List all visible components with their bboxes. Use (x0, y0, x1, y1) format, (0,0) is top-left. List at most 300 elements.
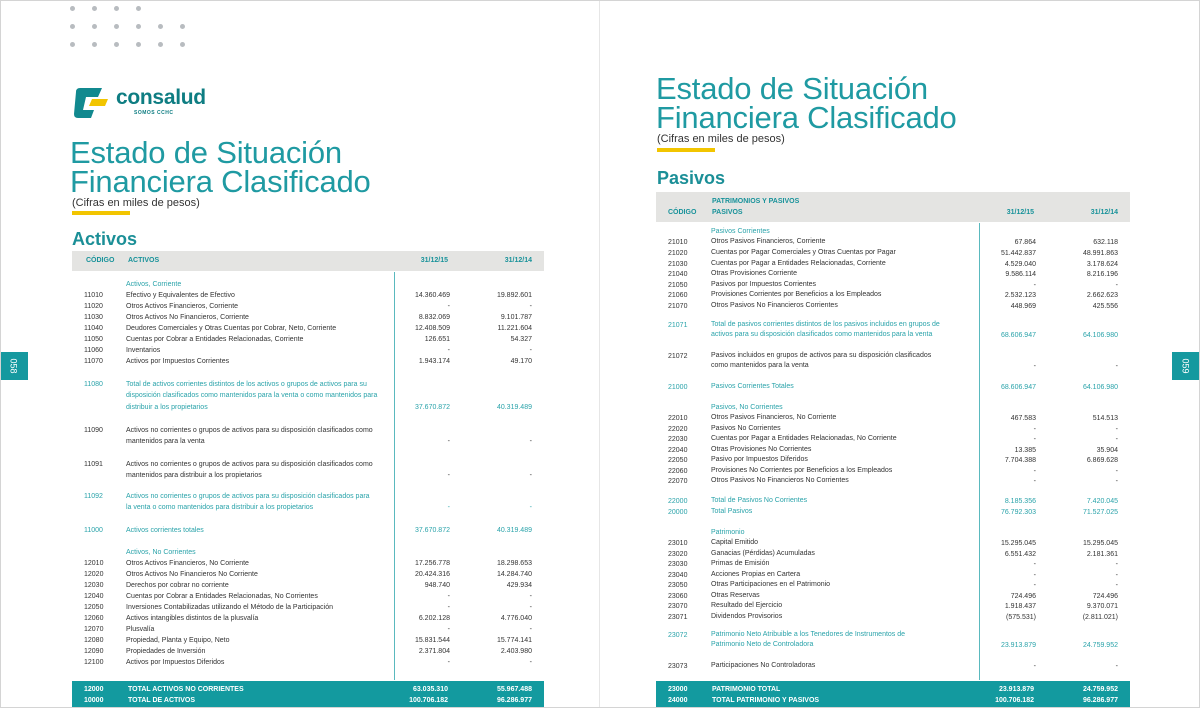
row-code: 22050 (668, 457, 688, 464)
row-value-2015: 6.551.432 (1004, 551, 1036, 558)
row-description: Capital Emitido (711, 539, 759, 546)
table-row (668, 455, 1130, 465)
row-description: Ganacias (Pérdidas) Acumuladas (711, 550, 815, 557)
row-description: Cuentas por Pagar Comerciales y Otras Cuentas por Pagar (711, 249, 896, 256)
row-code: 11050 (84, 336, 103, 343)
table-row (84, 379, 544, 413)
row-code: 11020 (84, 303, 103, 310)
row-value-2014: 35.904 (1096, 447, 1118, 454)
row-description: Otros Activos Financieros, No Corriente (126, 560, 249, 567)
row-code: 23010 (668, 540, 688, 547)
row-value-2015: - (1033, 282, 1036, 289)
title-line-1: Estado de Situación (656, 71, 928, 106)
table-row (668, 630, 1130, 651)
row-description: mantenidos para la venta (126, 438, 205, 446)
row-value-2014: - (529, 438, 532, 446)
row-code: 22010 (668, 415, 688, 422)
row-code: 23071 (668, 614, 688, 621)
row-value-2014: 24.759.952 (1082, 642, 1118, 650)
row-code: 11080 (84, 381, 103, 388)
row-code: 21040 (668, 271, 688, 278)
row-code: 22070 (668, 478, 688, 485)
row-value-2014: - (1115, 426, 1118, 433)
row-value-2015: 15.295.045 (1000, 540, 1036, 547)
table-row (84, 334, 544, 345)
row-code: 21050 (668, 282, 688, 289)
table-row (668, 434, 1130, 444)
table-row (84, 301, 544, 312)
row-description: Activos, Corriente (126, 281, 182, 288)
row-value-2015: 67.864 (1014, 239, 1036, 246)
accent-bar-right (657, 148, 715, 152)
row-value-2015: 14.360.469 (414, 292, 450, 299)
row-code: 23070 (668, 603, 688, 610)
row-description: Resultado del Ejercicio (711, 602, 783, 609)
row-value-2014: 429.934 (506, 582, 532, 589)
pasivos-table-footer (656, 681, 1130, 708)
row-value-2015: 7.704.388 (1004, 457, 1036, 464)
row-value-2015: 6.202.128 (418, 615, 450, 622)
row-description: como mantenidos para la venta (711, 362, 809, 370)
row-value-2014: - (1115, 282, 1118, 289)
decorative-dot (92, 24, 97, 29)
row-code: 22060 (668, 468, 688, 475)
header-pasivos: PASIVOS (712, 209, 743, 216)
row-code: 11030 (84, 314, 103, 321)
row-description: distribuir a los propietarios (126, 403, 208, 411)
decorative-dot (114, 6, 119, 11)
row-value-2015: 37.670.872 (414, 527, 450, 534)
footer-label: PATRIMONIO TOTAL (712, 686, 781, 693)
footer-value-2014: 96.286.977 (1082, 697, 1118, 704)
decorative-dot (180, 42, 185, 47)
row-value-2014: 71.527.025 (1082, 509, 1118, 516)
row-description: Total de pasivos corrientes distintos de los pasivos incluidos en grupos de (711, 321, 940, 328)
row-value-2014: (2.811.021) (1082, 614, 1118, 621)
header-patrimonios-pasivos: PATRIMONIOS Y PASIVOS (712, 198, 800, 205)
logo-tagline: SOMOS CCHC (134, 110, 174, 116)
row-code: 22000 (668, 498, 688, 505)
table-row (84, 459, 544, 482)
row-value-2015: 8.832.069 (418, 314, 450, 321)
row-value-2014: 9.370.071 (1086, 603, 1118, 610)
row-description: Otros Activos Financieros, Corriente (126, 303, 239, 310)
row-code: 11040 (84, 325, 103, 332)
row-description: Inventarios (126, 347, 161, 354)
row-code: 12020 (84, 571, 104, 578)
row-code: 23020 (668, 551, 688, 558)
row-description: mantenidos para distribuir a los propietarios (126, 472, 262, 480)
row-value-2015: 20.424.316 (414, 571, 450, 578)
row-value-2015: 12.408.509 (414, 325, 450, 332)
row-description: Pasivos incluidos en grupos de activos para su disposición clasificados (711, 352, 932, 359)
row-value-2015: 76.792.303 (1000, 509, 1036, 516)
row-description: Total de Pasivos No Corrientes (711, 497, 808, 504)
row-value-2014: 514.513 (1092, 415, 1118, 422)
row-description: Participaciones No Controladoras (711, 662, 816, 669)
logo-wordmark: consalud (116, 86, 206, 109)
row-code: 23073 (668, 663, 688, 670)
row-value-2014: - (1115, 468, 1118, 475)
table-row (668, 290, 1130, 300)
row-description: Provisiones Corrientes por Beneficios a los Empleados (711, 291, 882, 298)
row-description: Activos no corrientes o grupos de activos para su disposición clasificados para (126, 493, 370, 500)
table-row (84, 525, 544, 536)
row-code: 21010 (668, 239, 688, 246)
decorative-dot (114, 24, 119, 29)
row-code: 21072 (668, 353, 688, 360)
row-code: 21000 (668, 384, 688, 391)
row-value-2014: 6.869.628 (1086, 457, 1118, 464)
decorative-dot (158, 42, 163, 47)
table-row (668, 601, 1130, 611)
footer-value-2015: 100.706.182 (409, 697, 448, 704)
row-value-2015: 15.831.544 (414, 637, 450, 644)
row-value-2015: - (447, 347, 450, 354)
row-description: Dividendos Provisorios (711, 613, 783, 620)
row-description: Cuentas por Cobrar a Entidades Relacionadas, No Corrientes (126, 593, 318, 600)
row-code: 11060 (84, 347, 103, 354)
row-value-2015: - (1033, 663, 1036, 670)
row-value-2014: 2.662.623 (1086, 292, 1118, 299)
row-value-2015: 17.256.778 (414, 560, 450, 567)
row-value-2014: 11.221.604 (497, 325, 532, 332)
footer-value-2015: 63.035.310 (412, 686, 448, 693)
table-row (668, 403, 1130, 413)
row-value-2015: 1.943.174 (418, 358, 450, 365)
row-value-2014: 8.216.196 (1086, 271, 1118, 278)
header-code: CÓDIGO (668, 209, 697, 216)
footer-code: 12000 (84, 686, 104, 693)
row-description: Otros Pasivos No Financieros No Corrientes (711, 477, 849, 484)
table-row (668, 413, 1130, 423)
row-value-2015: - (447, 472, 450, 480)
decorative-dot (136, 24, 141, 29)
decorative-dot (114, 42, 119, 47)
row-value-2015: 13.385 (1014, 447, 1036, 454)
row-value-2015: 68.606.947 (1000, 384, 1036, 391)
row-description: Patrimonio Neto de Controladora (711, 641, 814, 649)
decorative-dot (70, 6, 75, 11)
row-description: Primas de Emisión (711, 560, 770, 567)
row-value-2014: - (529, 604, 532, 611)
row-description: Provisiones No Corrientes por Beneficios a los Empleados (711, 467, 893, 474)
footer-row-total-patrimonio-pasivos (656, 695, 1130, 706)
footer-value-2014: 96.286.977 (496, 697, 532, 704)
row-description: Otras Provisiones Corriente (711, 270, 797, 277)
row-value-2014: 18.298.653 (496, 560, 532, 567)
table-row (668, 538, 1130, 548)
row-value-2014: - (1115, 572, 1118, 579)
subtitle-right: (Cifras en miles de pesos) (657, 133, 785, 145)
row-description: Derechos por cobrar no corriente (126, 582, 229, 589)
table-row (668, 259, 1130, 269)
page-title (70, 135, 371, 199)
table-row (668, 382, 1130, 392)
decorative-dots (70, 0, 200, 50)
table-row (84, 646, 544, 657)
row-value-2014: - (1115, 478, 1118, 485)
row-value-2015: - (1033, 582, 1036, 589)
table-row (84, 312, 544, 323)
row-code: 23050 (668, 582, 688, 589)
row-value-2015: 448.969 (1010, 303, 1036, 310)
row-value-2014: 15.295.045 (1082, 540, 1118, 547)
decorative-dot (136, 6, 141, 11)
row-description: Cuentas por Pagar a Entidades Relacionadas, No Corriente (711, 435, 897, 442)
page-number-tab-right (1172, 352, 1200, 380)
footer-label: TOTAL DE ACTIVOS (128, 697, 196, 704)
row-description: Propiedades de Inversión (126, 648, 206, 655)
header-2015: 31/12/15 (420, 257, 448, 264)
row-value-2015: - (447, 303, 450, 310)
row-code: 12060 (84, 615, 104, 622)
row-code: 11070 (84, 358, 103, 365)
footer-label: TOTAL PATRIMONIO Y PASIVOS (712, 697, 820, 704)
row-code: 22040 (668, 447, 688, 454)
row-value-2015: 2.371.804 (418, 648, 450, 655)
row-value-2015: 724.496 (1010, 593, 1036, 600)
row-value-2014: - (1115, 663, 1118, 670)
decorative-dot (136, 42, 141, 47)
row-description: Pasivos, No Corrientes (711, 404, 783, 411)
page-number: 059 (1181, 358, 1191, 374)
footer-row-patrimonio-total (656, 684, 1130, 695)
row-code: 21030 (668, 261, 688, 268)
row-code: 12040 (84, 593, 104, 600)
row-value-2015: 467.583 (1010, 415, 1036, 422)
footer-code: 10000 (84, 697, 104, 704)
row-description: Otros Pasivos Financieros, Corriente (711, 238, 826, 245)
row-description: Efectivo y Equivalentes de Efectivo (126, 292, 235, 299)
row-value-2014: 7.420.045 (1086, 498, 1118, 505)
row-description: Pasivos No Corrientes (711, 425, 781, 432)
table-row (84, 279, 544, 290)
row-code: 12080 (84, 637, 104, 644)
row-description: Total de activos corrientes distintos de los activos o grupos de activos para su (126, 381, 367, 388)
row-description: Otros Pasivos Financieros, No Corriente (711, 414, 837, 421)
row-description: Activos por Impuestos Corrientes (126, 358, 230, 365)
decorative-dot (180, 24, 185, 29)
row-value-2015: - (447, 504, 450, 512)
row-code: 11000 (84, 527, 103, 534)
row-value-2014: - (1115, 561, 1118, 568)
title-line-2: Financiera Clasificado (70, 164, 371, 199)
row-description: Pasivos por Impuestos Corrientes (711, 281, 817, 288)
table-row (668, 612, 1130, 622)
footer-code: 24000 (668, 697, 688, 704)
decorative-dot (70, 24, 75, 29)
table-row (668, 320, 1130, 341)
row-description: Patrimonio Neto Atribuible a los Tenedores de Instrumentos de (711, 631, 906, 638)
row-code: 20000 (668, 509, 688, 516)
row-code: 11091 (84, 461, 103, 468)
table-row (84, 491, 544, 514)
row-value-2014: 40.319.489 (496, 403, 532, 411)
table-row (84, 657, 544, 668)
row-code: 21071 (668, 322, 688, 329)
table-row (668, 580, 1130, 590)
row-value-2014: - (529, 504, 532, 512)
section-heading-right: Pasivos (657, 168, 726, 188)
row-value-2015: (575.531) (1006, 614, 1036, 621)
table-row (668, 570, 1130, 580)
row-code: 21070 (668, 303, 688, 310)
row-code: 23060 (668, 593, 688, 600)
table-row (84, 425, 544, 448)
row-value-2014: 54.327 (510, 336, 532, 343)
activos-table-footer (72, 681, 544, 708)
table-row (668, 227, 1130, 237)
row-code: 21020 (668, 250, 688, 257)
footer-value-2015: 23.913.879 (998, 686, 1034, 693)
row-value-2015: - (1033, 468, 1036, 475)
table-row (668, 445, 1130, 455)
row-value-2014: - (1115, 363, 1118, 371)
row-description: Activos corrientes totales (126, 527, 204, 534)
decorative-dot (70, 42, 75, 47)
decorative-dot (92, 6, 97, 11)
row-value-2015: - (1033, 426, 1036, 433)
row-code: 23072 (668, 632, 688, 639)
page-title-right (656, 71, 957, 135)
row-value-2015: 2.532.123 (1004, 292, 1036, 299)
row-description: Acciones Propias en Cartera (711, 571, 801, 578)
table-row (668, 424, 1130, 434)
row-value-2014: - (529, 303, 532, 310)
row-description: Inversiones Contabilizadas utilizando el Método de la Participación (126, 604, 334, 611)
row-value-2015: - (447, 659, 450, 666)
row-code: 12090 (84, 648, 104, 655)
page-number-tab (0, 352, 28, 380)
row-description: Activos por Impuestos Diferidos (126, 659, 225, 666)
consalud-logo (72, 86, 206, 120)
table-row (84, 290, 544, 301)
row-value-2014: - (529, 347, 532, 354)
row-value-2015: 68.606.947 (1000, 332, 1036, 340)
title-line-1: Estado de Situación (70, 135, 342, 170)
row-value-2015: 1.918.437 (1004, 603, 1036, 610)
row-description: Otras Provisiones No Corrientes (711, 446, 812, 453)
row-value-2015: - (1033, 572, 1036, 579)
row-description: Deudores Comerciales y Otras Cuentas por Cobrar, Neto, Corriente (126, 325, 337, 332)
row-value-2014: - (529, 659, 532, 666)
row-code: 12070 (84, 626, 104, 633)
table-row (84, 591, 544, 602)
row-code: 12050 (84, 604, 104, 611)
row-value-2015: - (447, 626, 450, 633)
row-code: 21060 (668, 292, 688, 299)
row-value-2015: 4.529.040 (1004, 261, 1036, 268)
row-value-2014: 2.403.980 (500, 648, 532, 655)
row-value-2014: 2.181.361 (1086, 551, 1118, 558)
row-value-2014: 48.991.863 (1082, 250, 1118, 257)
row-description: Plusvalía (126, 626, 155, 633)
row-description: Activos no corrientes o grupos de activos para su disposición clasificados como (126, 427, 373, 434)
table-row (668, 351, 1130, 372)
table-row (668, 591, 1130, 601)
row-code: 12030 (84, 582, 104, 589)
row-value-2015: 23.913.879 (1000, 642, 1036, 650)
row-description: Otras Reservas (711, 592, 760, 599)
row-description: Otros Activos No Financieros, Corriente (126, 314, 249, 321)
row-value-2014: 3.178.624 (1086, 261, 1118, 268)
row-value-2014: - (529, 626, 532, 633)
row-description: Activos no corrientes o grupos de activos para su disposición clasificados como (126, 461, 373, 468)
row-description: Cuentas por Cobrar a Entidades Relacionadas, Corriente (126, 336, 304, 343)
header-code: CÓDIGO (86, 257, 115, 264)
row-value-2014: 15.774.141 (496, 637, 532, 644)
row-value-2014: 19.892.601 (496, 292, 532, 299)
section-heading: Activos (72, 229, 138, 249)
row-code: 22030 (668, 436, 688, 443)
table-header-right (656, 192, 1130, 222)
row-value-2014: 4.776.040 (500, 615, 532, 622)
row-value-2014: 64.106.980 (1082, 332, 1118, 340)
table-row (668, 528, 1130, 538)
table-row (84, 569, 544, 580)
row-description: la venta o como mantenidos para distribuir a los propietarios (126, 504, 314, 512)
table-row (668, 661, 1130, 671)
title-line-2: Financiera Clasificado (656, 100, 957, 135)
row-value-2015: 126.651 (424, 336, 450, 343)
row-description: Otros Pasivos No Financieros Corrientes (711, 302, 838, 309)
row-description: Otras Participaciones en el Patrimonio (711, 581, 831, 588)
row-value-2014: 49.170 (510, 358, 532, 365)
row-code: 23040 (668, 572, 688, 579)
table-row (84, 558, 544, 569)
footer-value-2014: 24.759.952 (1082, 686, 1118, 693)
row-value-2015: - (1033, 561, 1036, 568)
row-value-2015: - (447, 438, 450, 446)
footer-row-total-activos (72, 695, 544, 706)
row-code: 11090 (84, 427, 103, 434)
consalud-logo-icon (72, 86, 112, 120)
row-value-2014: 425.556 (1092, 303, 1118, 310)
header-2014: 31/12/14 (504, 257, 532, 264)
row-value-2014: - (1115, 436, 1118, 443)
footer-value-2014: 55.967.488 (496, 686, 532, 693)
row-value-2014: 14.284.740 (496, 571, 532, 578)
subtitle: (Cifras en miles de pesos) (72, 197, 200, 209)
table-row (668, 476, 1130, 486)
table-row (84, 624, 544, 635)
table-row (668, 466, 1130, 476)
table-row (668, 301, 1130, 311)
row-value-2015: 37.670.872 (414, 403, 450, 411)
row-description: Pasivo por Impuestos Diferidos (711, 456, 808, 463)
decorative-dot (92, 42, 97, 47)
row-value-2015: 948.740 (424, 582, 450, 589)
table-row (668, 237, 1130, 247)
row-value-2015: 9.586.114 (1005, 271, 1036, 278)
header-2014: 31/12/14 (1090, 209, 1118, 216)
footer-label: TOTAL ACTIVOS NO CORRIENTES (128, 686, 244, 693)
row-code: 11092 (84, 493, 103, 500)
table-row (84, 547, 544, 558)
row-description: activos para su disposición clasificados como mantenidos para la venta (711, 331, 933, 339)
row-value-2014: - (1115, 582, 1118, 589)
row-value-2015: - (447, 593, 450, 600)
page-number: 058 (9, 358, 19, 374)
row-value-2014: - (529, 472, 532, 480)
row-description: Pasivos Corrientes (711, 228, 770, 235)
row-code: 22020 (668, 426, 688, 433)
table-row (84, 635, 544, 646)
table-row (84, 345, 544, 356)
row-description: Total Pasivos (711, 508, 753, 515)
row-code: 12100 (84, 659, 104, 666)
